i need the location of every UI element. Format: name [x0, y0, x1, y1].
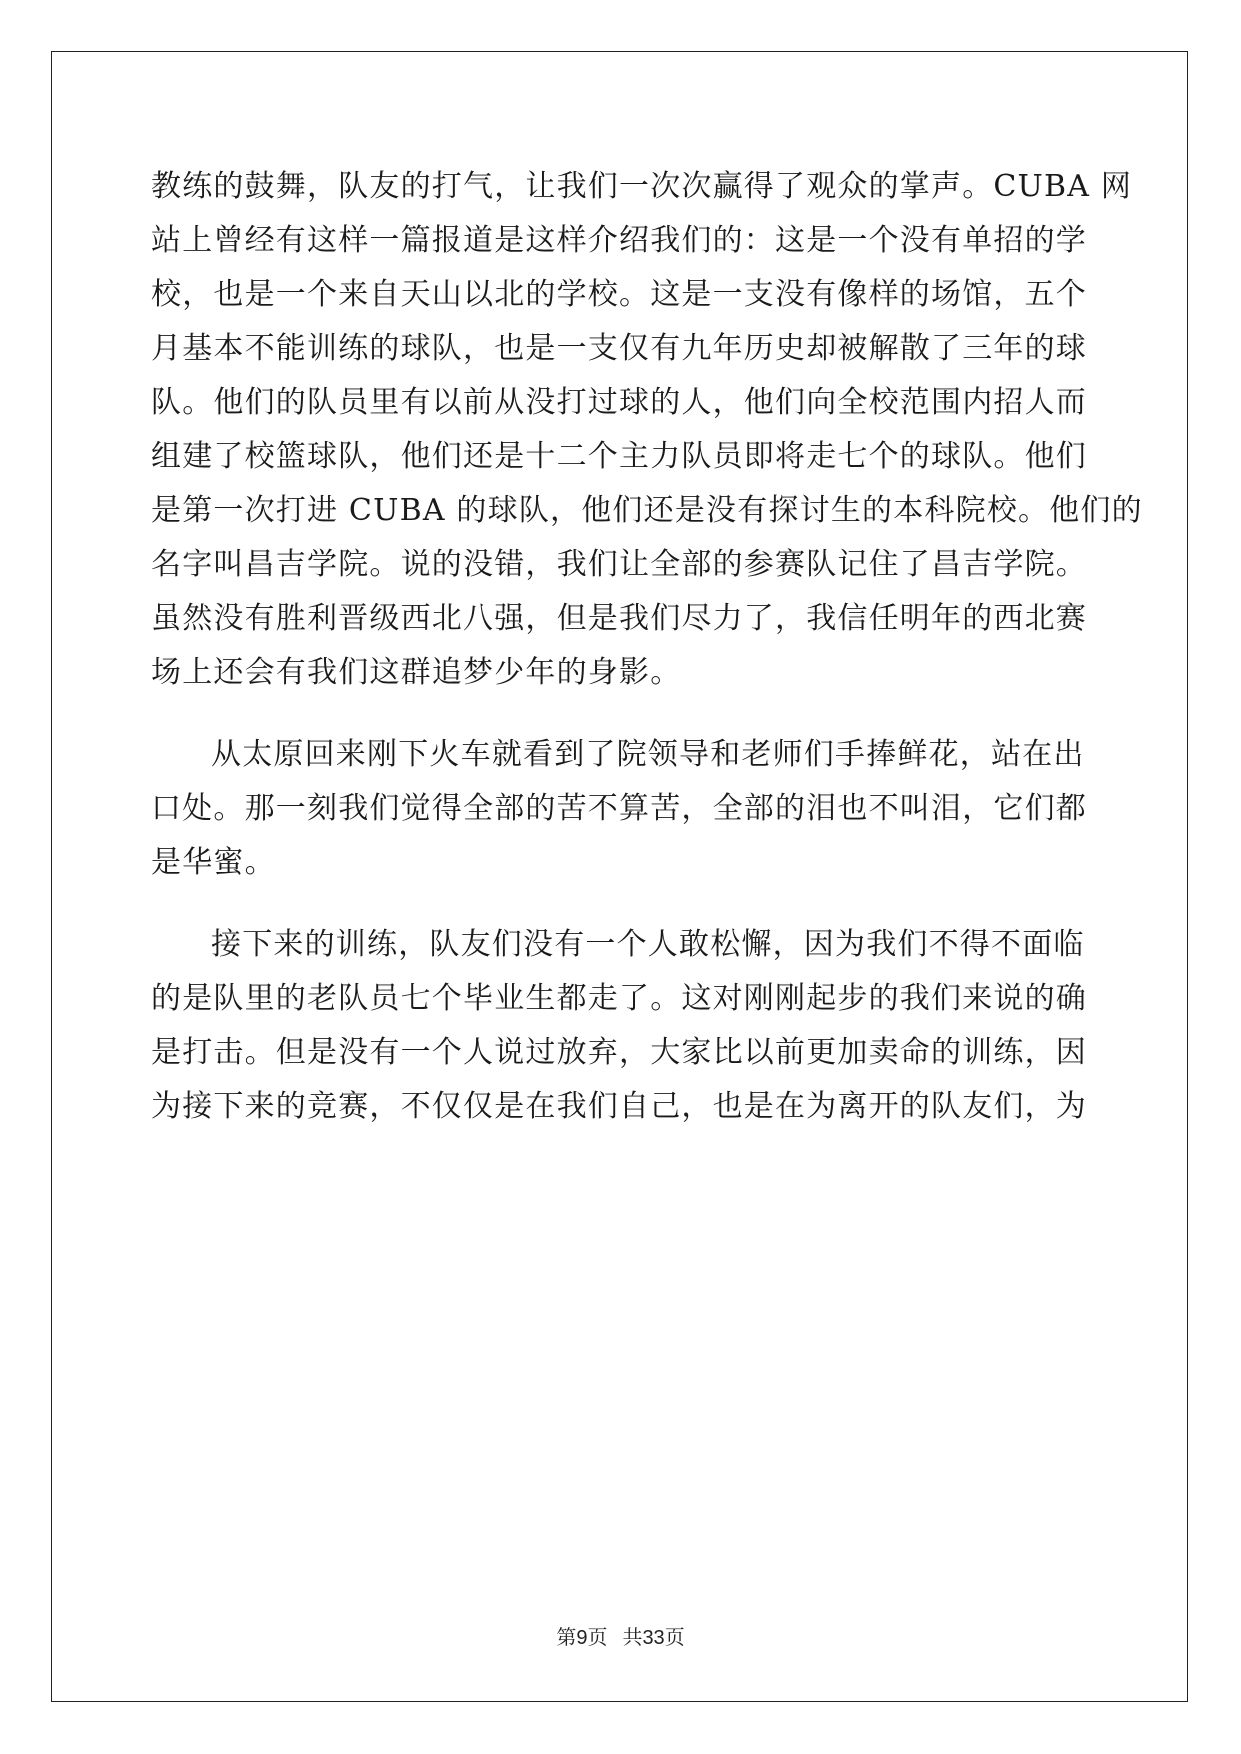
text-line: 是第一次打进 CUBA 的球队，他们还是没有探讨生的本科院校。他们的 [151, 493, 1143, 528]
footer-prefix: 第 [556, 1627, 577, 1649]
text-line: 站上曾经有这样一篇报道是这样介绍我们的：这是一个没有单招的学 [151, 223, 1087, 258]
text-line: 组建了校篮球队，他们还是十二个主力队员即将走七个的球队。他们 [151, 439, 1087, 474]
text-line: 从太原回来刚下火车就看到了院领导和老师们手捧鲜花，站在出 [211, 737, 1085, 772]
text-line: 是华蜜。 [151, 845, 276, 880]
document-body [151, 160, 1143, 1134]
footer-page-suffix: 页 [587, 1627, 608, 1649]
paragraph-2 [151, 728, 1091, 890]
page-footer [0, 1624, 1241, 1652]
current-page-number: 9 [576, 1627, 588, 1649]
text-line: 接下来的训练，队友们没有一个人敢松懈，因为我们不得不面临 [211, 927, 1085, 962]
text-line: 虽然没有胜利晋级西北八强，但是我们尽力了，我信任明年的西北赛 [151, 601, 1087, 636]
footer-total-suffix: 页 [664, 1627, 685, 1649]
text-line: 校，也是一个来自天山以北的学校。这是一支没有像样的场馆，五个 [151, 277, 1087, 312]
text-line: 口处。那一刻我们觉得全部的苦不算苦，全部的泪也不叫泪，它们都 [151, 791, 1087, 826]
text-line: 是打击。但是没有一个人说过放弃，大家比以前更加卖命的训练，因 [151, 1035, 1087, 1070]
text-line: 队。他们的队员里有以前从没打过球的人，他们向全校范围内招人而 [151, 385, 1087, 420]
paragraph-1 [151, 160, 1143, 700]
text-line: 教练的鼓舞，队友的打气，让我们一次次赢得了观众的掌声。CUBA 网 [151, 169, 1133, 204]
text-line: 为接下来的竞赛，不仅仅是在我们自己，也是在为离开的队友们，为 [151, 1089, 1087, 1124]
total-page-count: 33 [642, 1627, 665, 1649]
text-line: 场上还会有我们这群追梦少年的身影。 [151, 655, 682, 690]
text-line: 的是队里的老队员七个毕业生都走了。这对刚刚起步的我们来说的确 [151, 981, 1087, 1016]
paragraph-3 [151, 918, 1091, 1134]
text-line: 名字叫昌吉学院。说的没错，我们让全部的参赛队记住了昌吉学院。 [151, 547, 1087, 582]
footer-total-prefix: 共 [622, 1627, 643, 1649]
paragraph-gap [151, 700, 1091, 728]
text-line: 月基本不能训练的球队，也是一支仅有九年历史却被解散了三年的球 [151, 331, 1087, 366]
paragraph-gap [151, 890, 1091, 918]
